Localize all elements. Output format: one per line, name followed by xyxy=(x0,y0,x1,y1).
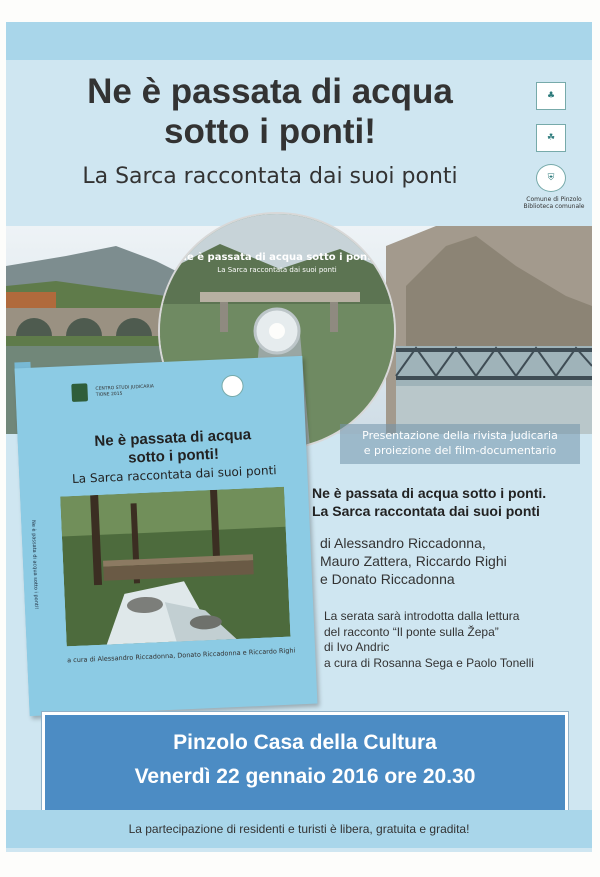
venue-box xyxy=(42,712,568,814)
book-subtitle: La Sarca raccontata dai suoi ponti xyxy=(71,463,277,487)
description-title: Ne è passata di acqua sotto i ponti. La Sarca raccontata dai suoi ponti xyxy=(312,485,547,519)
book-cover xyxy=(15,356,318,716)
comune-crest-icon: ⛨ xyxy=(536,164,566,192)
top-band xyxy=(6,22,592,60)
dvd-subtitle: La Sarca raccontata dai suoi ponti xyxy=(217,266,337,274)
comune-label: Comune di Pinzolo Biblioteca comunale xyxy=(523,196,585,210)
ecomuseo-logo-icon: ☘ xyxy=(536,124,566,152)
poster-title xyxy=(40,72,500,152)
introduction-text: La serata sarà introdotta dalla lettura del racconto “Il ponte sulla Žepa” di Ivo Andric a cura di Rosanna Sega e Paolo Tonelli xyxy=(324,609,534,670)
library-logo-icon: ♣ xyxy=(536,82,566,110)
book-logo-text: CENTRO STUDI JUDICARIA TIONE 2015 xyxy=(95,384,155,398)
book-title: Ne è passata di acqua sotto i ponti! xyxy=(94,426,252,467)
book-spine-text: Ne è passata di acqua sotto i ponti! xyxy=(30,520,40,610)
event-caption: Presentazione della rivista Judicaria e proiezione del film-documentario xyxy=(362,429,558,457)
footer-note: La partecipazione di residenti e turisti è libera, gratuita e gradita! xyxy=(128,822,470,836)
title-line-1: Ne è passata di acqua xyxy=(87,72,453,111)
venue-datetime: Venerdì 22 gennaio 2016 ore 20.30 xyxy=(134,765,476,788)
centro-studi-logo-icon xyxy=(71,383,88,402)
authors: di Alessandro Riccadonna, Mauro Zattera, Riccardo Righi e Donato Riccadonna xyxy=(320,535,507,587)
venue-location: Pinzolo Casa della Cultura xyxy=(173,731,437,754)
poster-subtitle: La Sarca raccontata dai suoi ponti xyxy=(82,164,458,189)
library-logo-small-icon xyxy=(221,374,244,397)
title-line-2: sotto i ponti! xyxy=(164,112,376,151)
river-bridge-illustration xyxy=(60,487,290,647)
dvd-title: Ne è passata di acqua sotto i ponti xyxy=(178,252,376,263)
book-photo xyxy=(60,487,290,647)
book-credit: a cura di Alessandro Riccadonna, Donato Riccadonna e Riccardo Righi xyxy=(66,646,296,665)
